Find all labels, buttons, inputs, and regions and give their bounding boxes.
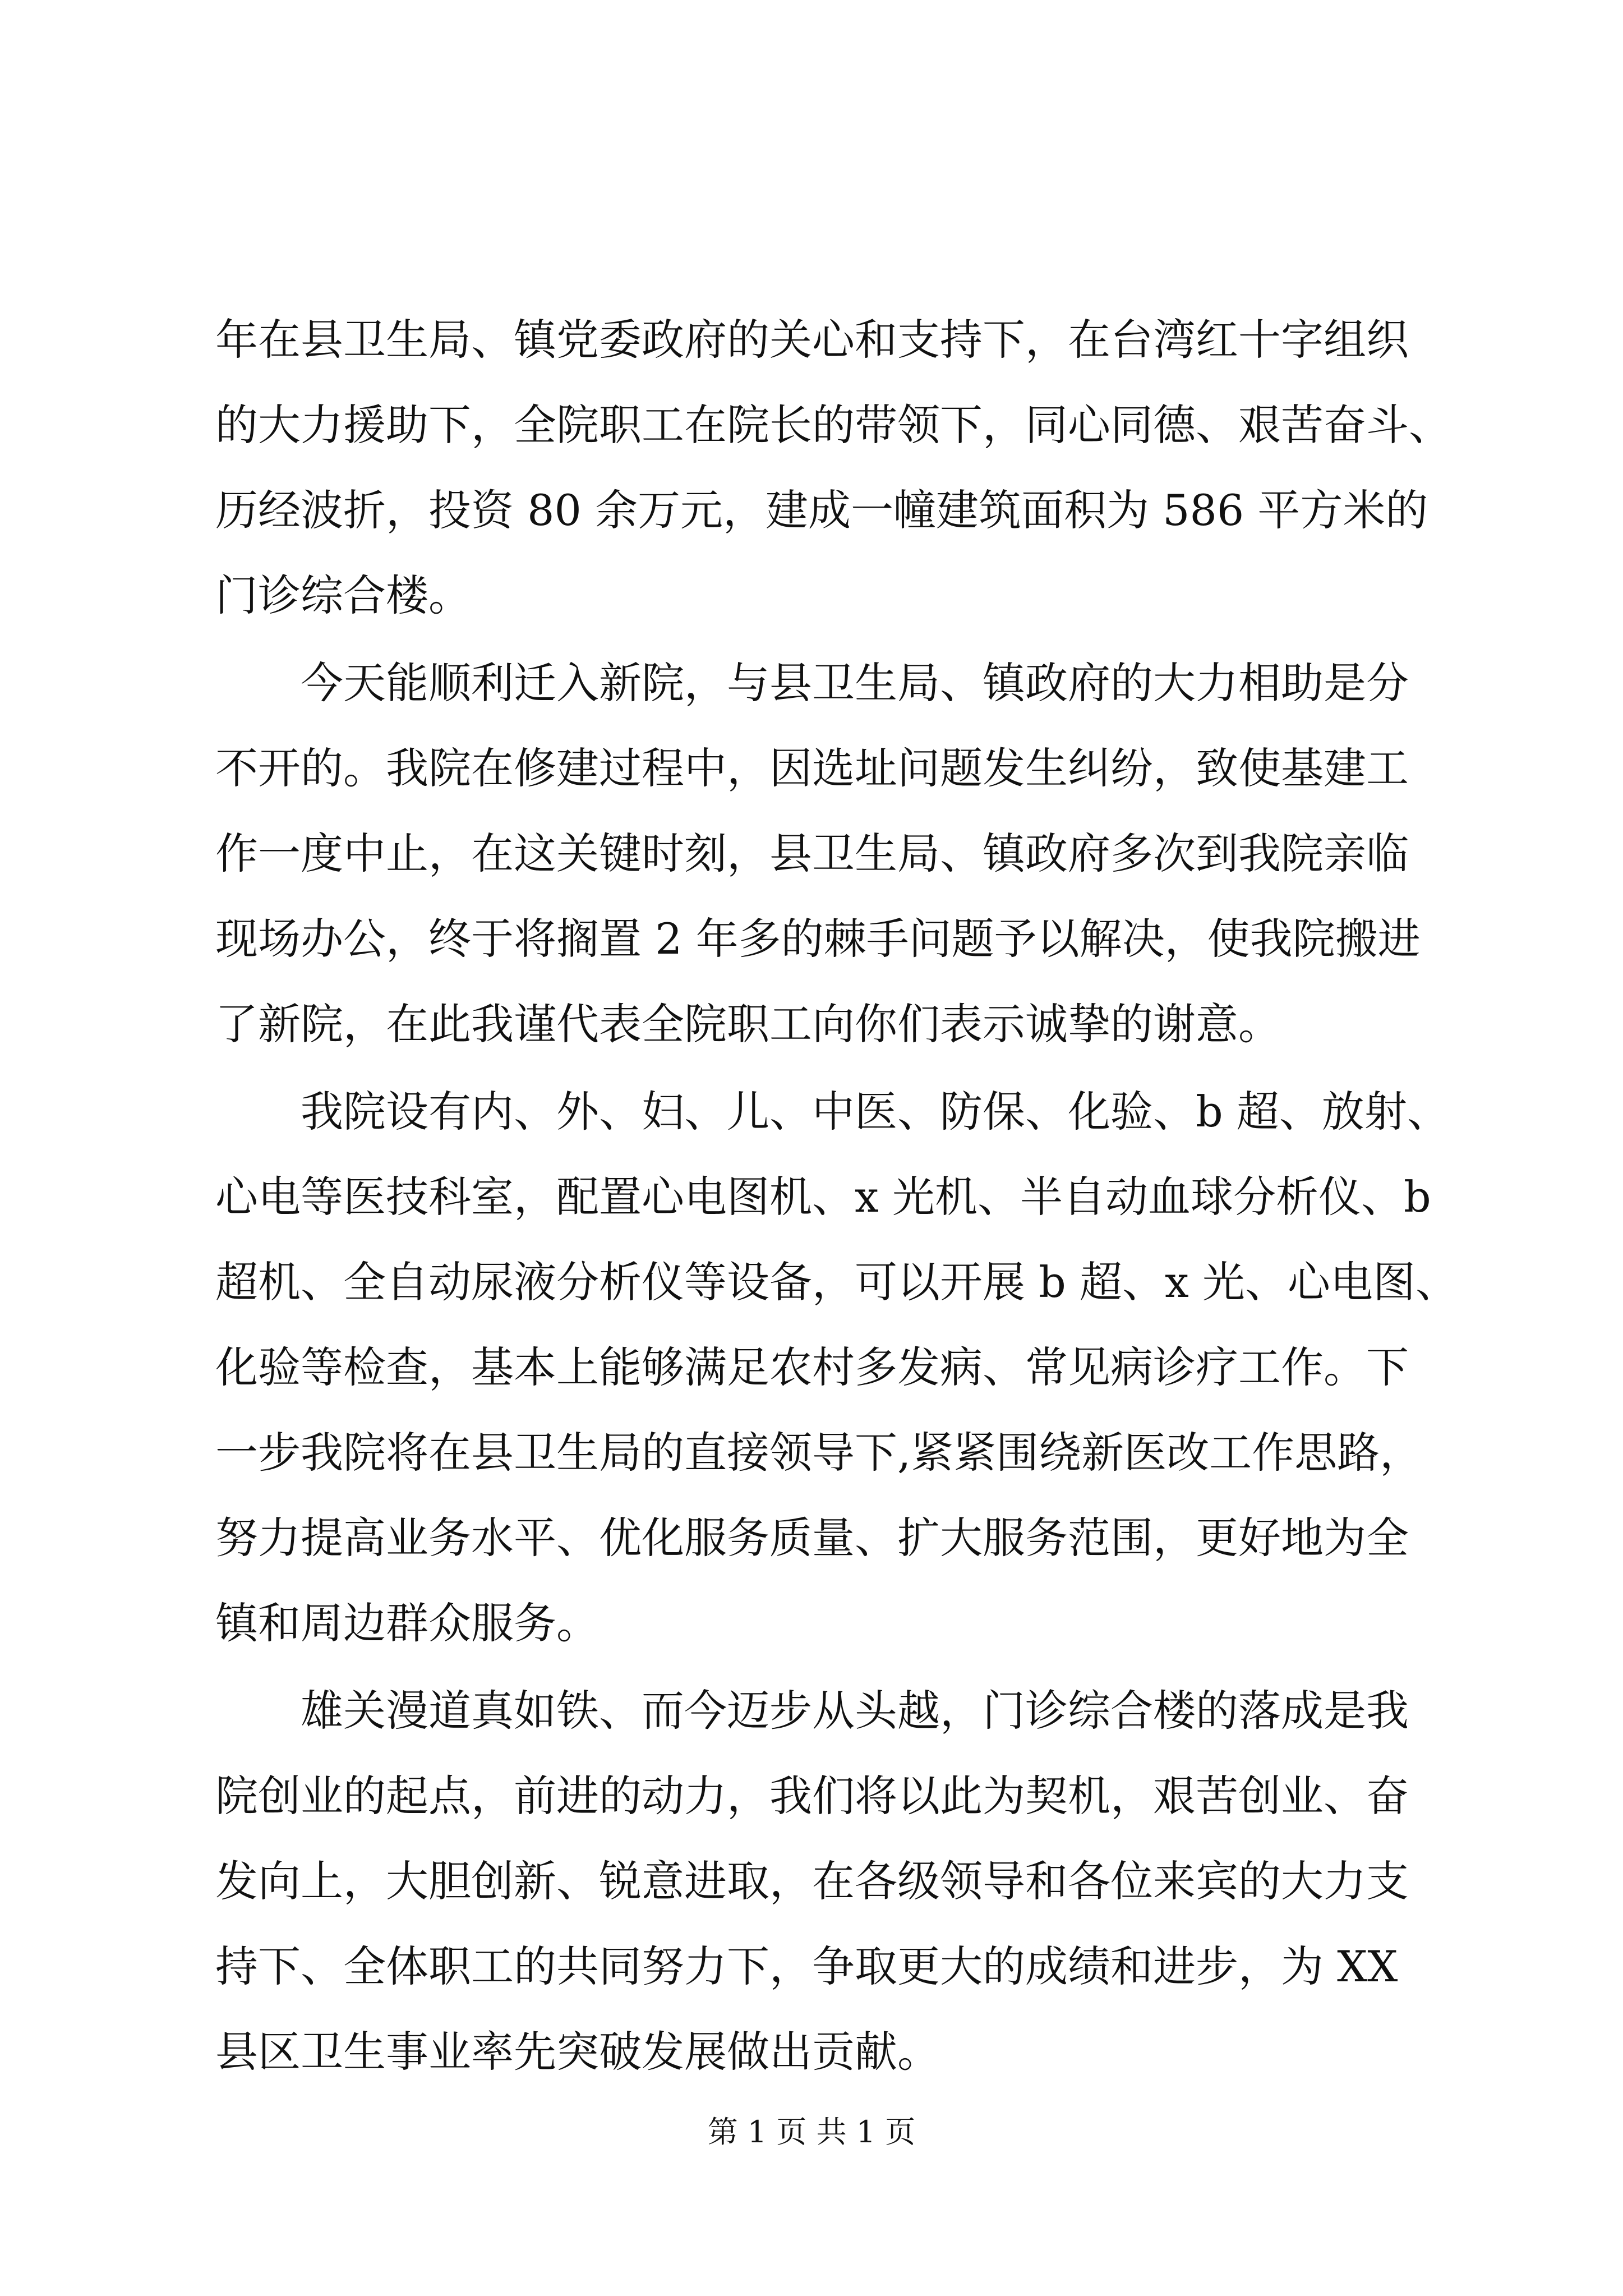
paragraph-2-line-5: 了新院，在此我谨代表全院职工向你们表示诚挚的谢意。 [215,999,1281,1049]
paragraph-1-line-2: 的大力援助下，全院职工在院长的带领下，同心同德、艰苦奋斗、 [215,400,1451,450]
page-footer [0,2113,1623,2152]
paragraph-2-line-2: 不开的。我院在修建过程中，因选址问题发生纠纷，致使基建工 [215,743,1409,793]
paragraph-2-line-4: 现场办公，终于将搁置 2 年多的棘手问题予以解决，使我院搬进 [215,914,1421,964]
paragraph-1-line-1: 年在县卫生局、镇党委政府的关心和支持下，在台湾红十字组织 [215,315,1409,365]
paragraph-3-line-6: 努力提高业务水平、优化服务质量、扩大服务范围，更好地为全 [215,1513,1409,1563]
paragraph-2-line-3: 作一度中止，在这关键时刻，县卫生局、镇政府多次到我院亲临 [215,829,1409,878]
paragraph-4-line-2: 院创业的起点，前进的动力，我们将以此为契机，艰苦创业、奋 [215,1771,1409,1821]
paragraph-4-line-4: 持下、全体职工的共同努力下，争取更大的成绩和进步，为 XX [215,1941,1398,1991]
paragraph-3-line-2: 心电等医技科室，配置心电图机、x 光机、半自动血球分析仪、b [215,1172,1431,1222]
paragraph-1-line-4: 门诊综合楼。 [215,570,471,620]
page-number-label: 第 1 页 共 1 页 [707,2114,916,2150]
paragraph-3-line-3: 超机、全自动尿液分析仪等设备，可以开展 b 超、x 光、心电图、 [215,1257,1458,1307]
paragraph-4-line-1: 雄关漫道真如铁、而今迈步从头越，门诊综合楼的落成是我 [301,1686,1409,1736]
paragraph-3-line-5: 一步我院将在县卫生局的直接领导下,紧紧围绕新医改工作思路， [215,1428,1423,1478]
paragraph-3-line-1: 我院设有内、外、妇、儿、中医、防保、化验、b 超、放射、 [301,1087,1450,1137]
paragraph-3-line-7: 镇和周边群众服务。 [215,1598,599,1648]
paragraph-4-line-5: 县区卫生事业率先突破发展做出贡献。 [215,2027,940,2077]
paragraph-4-line-3: 发向上，大胆创新、锐意进取，在各级领导和各位来宾的大力支 [215,1856,1409,1906]
paragraph-3-line-4: 化验等检查，基本上能够满足农村多发病、常见病诊疗工作。下 [215,1342,1409,1392]
document-body [215,297,1458,2095]
paragraph-1-line-3: 历经波折，投资 80 余万元，建成一幢建筑面积为 586 平方米的 [215,485,1428,535]
paragraph-2-line-1: 今天能顺利迁入新院，与县卫生局、镇政府的大力相助是分 [301,658,1409,708]
